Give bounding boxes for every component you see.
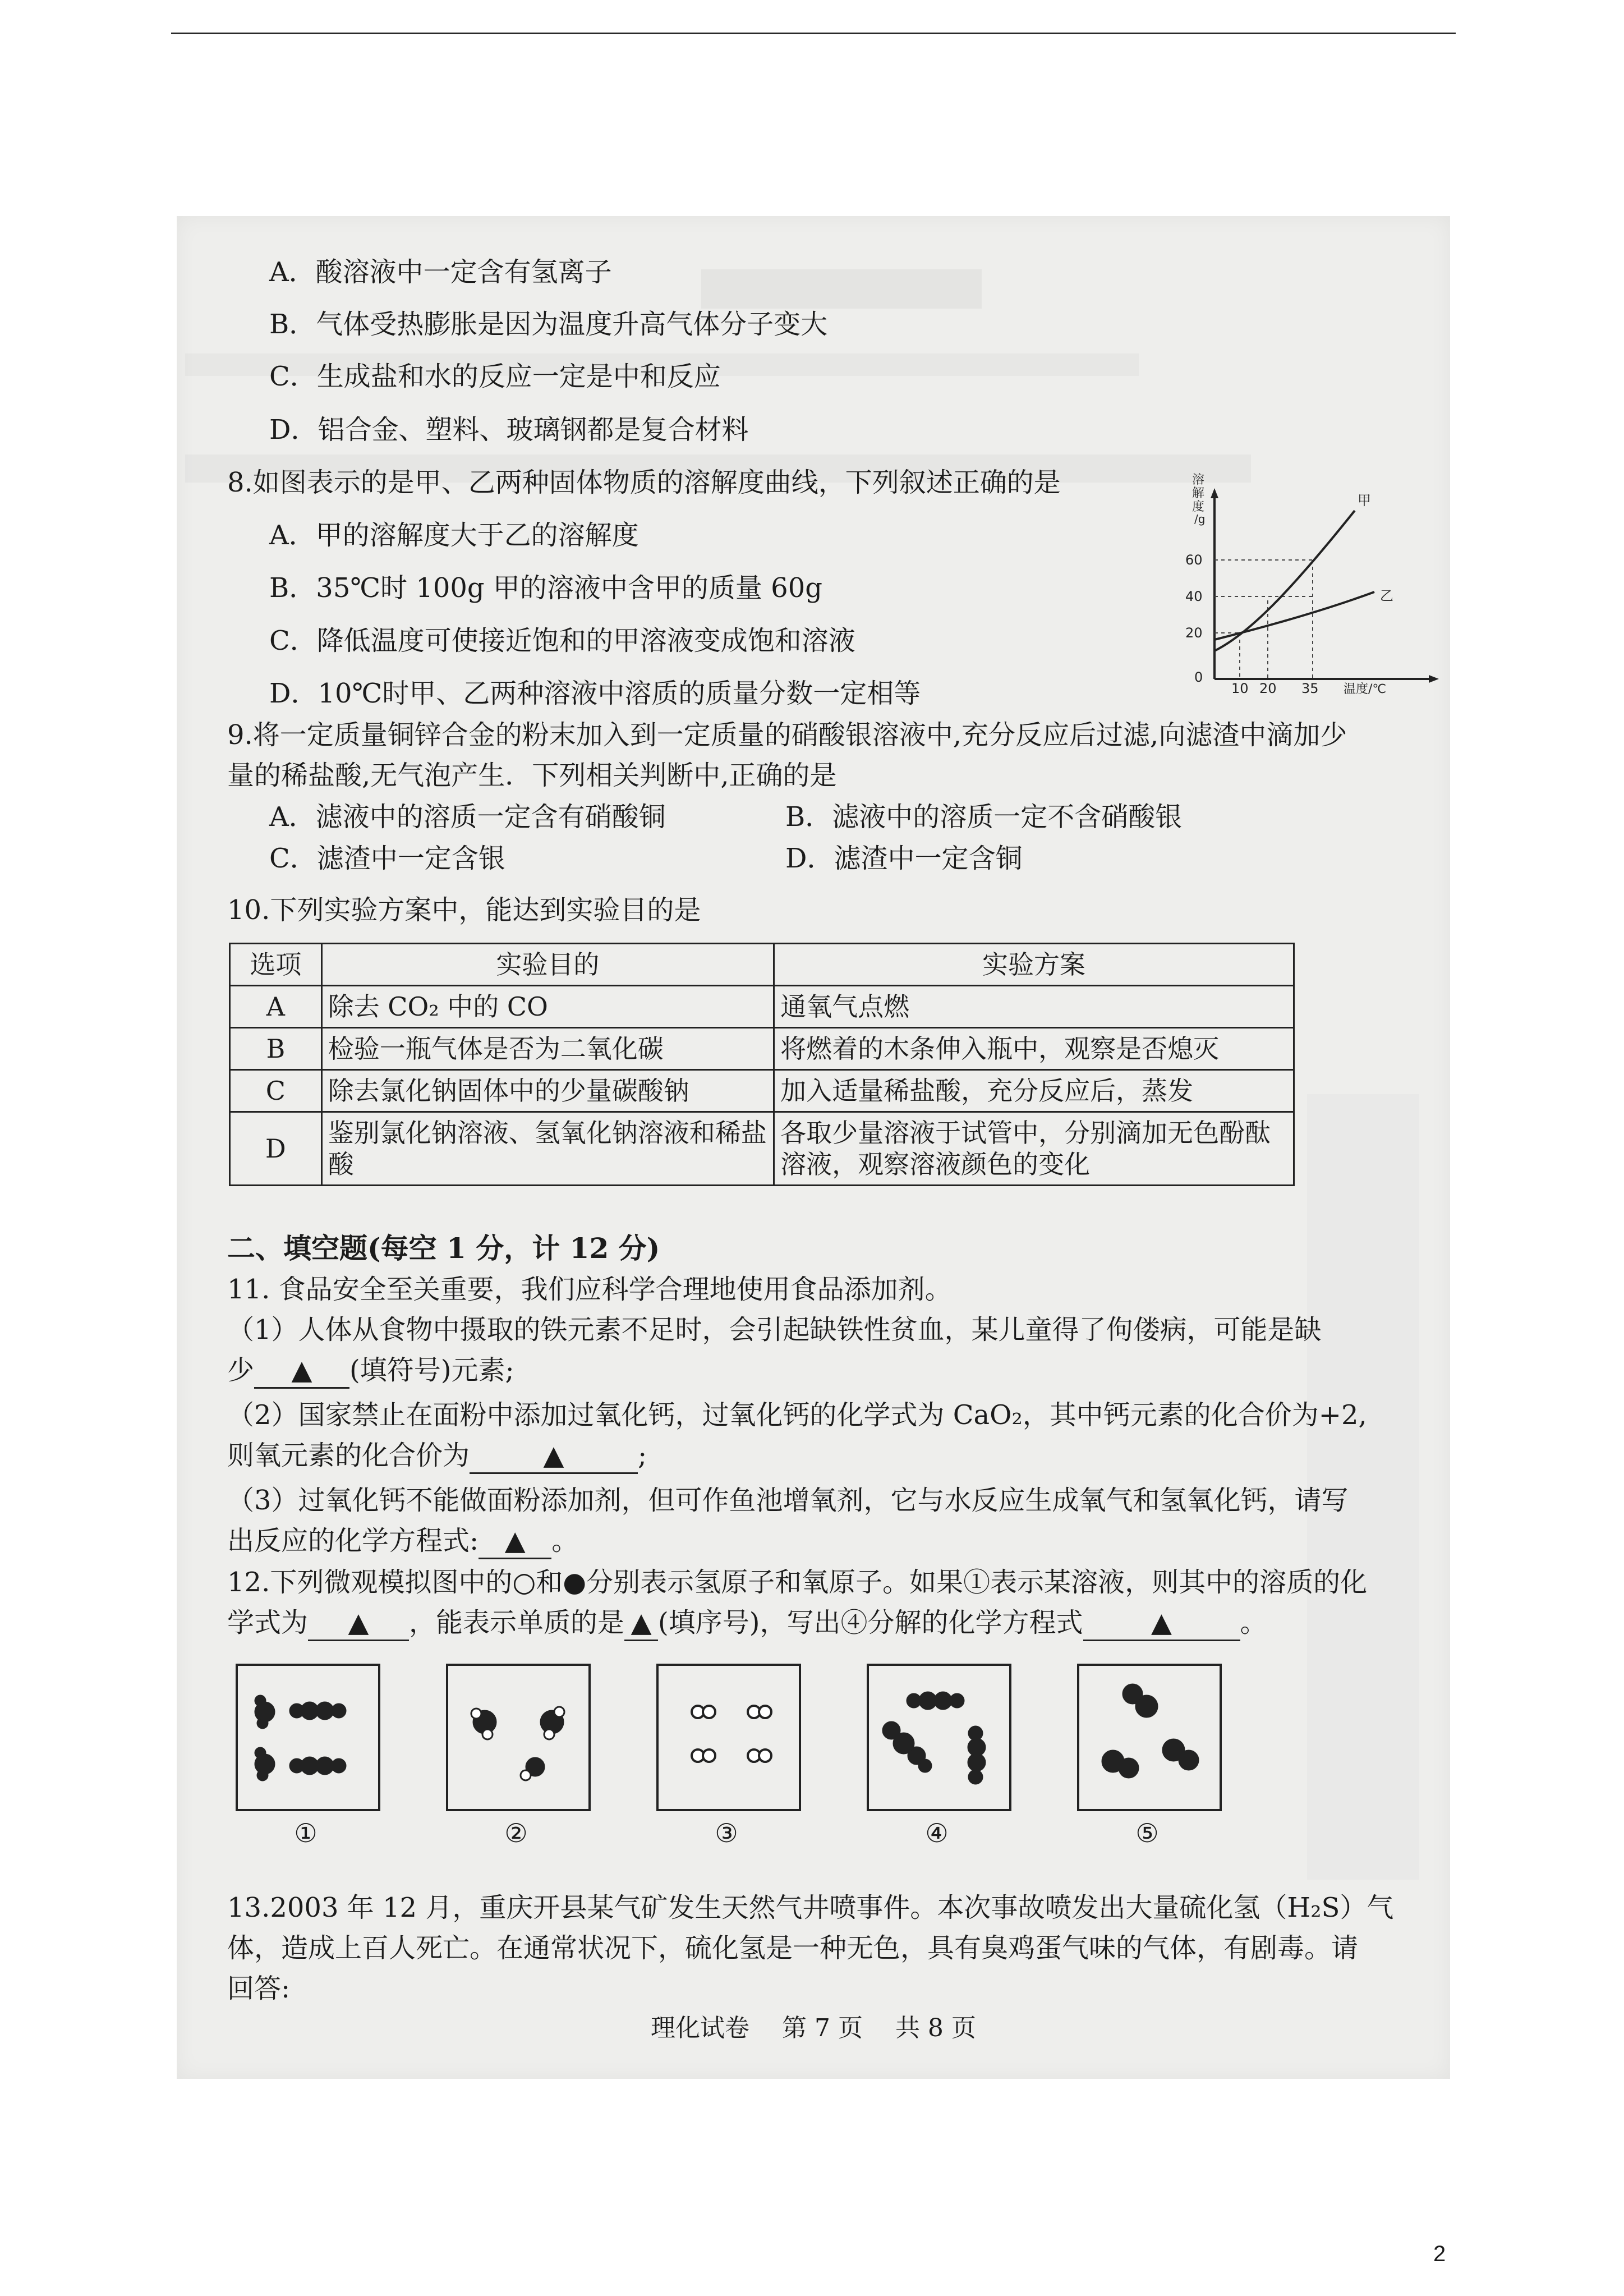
chart-ylabel-4: /g (1194, 512, 1206, 526)
chart-series-jia-label: 甲 (1358, 493, 1371, 508)
table-cell: D (230, 1112, 322, 1186)
q8-option-c: C．降低温度可使接近饱和的甲溶液变成饱和溶液 (269, 625, 855, 656)
answer-blank[interactable] (470, 1439, 638, 1474)
q8-stem: 8.如图表示的是甲、乙两种固体物质的溶解度曲线，下列叙述正确的是 (227, 467, 1061, 498)
particle-diagram-3 (659, 1666, 799, 1809)
blank-triangle: ▲ (631, 1607, 652, 1638)
q11-part1-line2 (227, 1353, 514, 1389)
table-cell: A (230, 986, 322, 1028)
q9-option-a: A．滤液中的溶质一定含有硝酸铜 (269, 801, 666, 833)
answer-blank[interactable] (1083, 1606, 1240, 1641)
table-row (230, 1070, 1294, 1112)
q7-option-c: C．生成盐和水的反应一定是中和反应 (269, 361, 721, 392)
particle-box-1 (236, 1664, 380, 1811)
chart-ytick-60: 60 (1185, 552, 1203, 568)
table-header-row (230, 944, 1294, 986)
q11-part3-post: 。 (551, 1525, 579, 1556)
q12-part3: (填序号)，写出④分解的化学方程式 (658, 1607, 1083, 1638)
particle-diagram-2 (448, 1666, 588, 1809)
chart-x-arrow (1429, 675, 1439, 683)
particle-diagram-1 (238, 1666, 378, 1809)
table-header-purpose: 实验目的 (321, 944, 774, 986)
q11-part2-line1: （2）国家禁止在面粉中添加过氧化钙，过氧化钙的化学式为 CaO₂，其中钙元素的化合价为+2, (227, 1399, 1367, 1431)
page-footer: 理化试卷 第 7 页 共 8 页 (651, 2014, 976, 2042)
q9-option-d: D．滤渣中一定含铜 (785, 843, 1023, 874)
q11-part2-pre: 则氧元素的化合价为 (227, 1440, 470, 1471)
particle-diagram-4 (869, 1666, 1009, 1809)
table-row (230, 1112, 1294, 1186)
page-number: 2 (1433, 2242, 1446, 2266)
chart-ytick-20: 20 (1185, 625, 1203, 641)
q13-line3: 回答: (227, 1973, 291, 2004)
table-cell: C (230, 1070, 322, 1112)
blank-triangle: ▲ (504, 1525, 526, 1556)
particle-label-4: ④ (925, 1818, 949, 1848)
particle-box-4 (867, 1664, 1011, 1811)
answer-blank[interactable] (254, 1353, 349, 1389)
particle-label-2: ② (504, 1818, 528, 1848)
table-cell: 检验一瓶气体是否为二氧化碳 (321, 1028, 774, 1070)
q7-option-d: D．铝合金、塑料、玻璃钢都是复合材料 (269, 414, 749, 446)
chart-curve-jia (1214, 511, 1355, 651)
q12-line2 (227, 1606, 1267, 1641)
q8-option-a: A．甲的溶解度大于乙的溶解度 (269, 520, 639, 551)
particle-diagram-5 (1079, 1666, 1220, 1809)
table-cell: 将燃着的木条伸入瓶中，观察是否熄灭 (774, 1028, 1294, 1070)
q9-stem-line1: 9.将一定质量铜锌合金的粉末加入到一定质量的硝酸银溶液中,充分反应后过滤,向滤渣中滴加少 (227, 719, 1347, 751)
blank-triangle: ▲ (543, 1440, 564, 1471)
q10-stem: 10.下列实验方案中，能达到实验目的是 (227, 894, 701, 926)
chart-ytick-40: 40 (1185, 589, 1203, 604)
chart-series-yi-label: 乙 (1380, 588, 1393, 604)
chart-xtick-35: 35 (1301, 681, 1319, 696)
top-rule (171, 33, 1456, 34)
chart-ylabel-2: 解 (1192, 486, 1205, 500)
q11-part3-line2 (227, 1524, 578, 1559)
chart-xtick-10: 10 (1231, 681, 1249, 696)
q11-part2-post: ; (638, 1440, 647, 1471)
table-cell: 除去氯化钠固体中的少量碳酸钠 (321, 1070, 774, 1112)
q11-stem: 11. 食品安全至关重要，我们应科学合理地使用食品添加剂。 (227, 1274, 952, 1305)
table-row (230, 1028, 1294, 1070)
table-header-plan: 实验方案 (774, 944, 1294, 986)
chart-y-arrow (1211, 488, 1218, 498)
q8-option-b: B．35℃时 100g 甲的溶液中含甲的质量 60g (269, 572, 822, 604)
table-cell: 除去 CO₂ 中的 CO (321, 986, 774, 1028)
q12-line1: 12.下列微观模拟图中的○和●分别表示氢原子和氧原子。如果①表示某溶液，则其中的溶质的化 (227, 1567, 1368, 1598)
bleed-through (701, 269, 982, 309)
table-cell: 通氧气点燃 (774, 986, 1294, 1028)
q11-part3-pre: 出反应的化学方程式: (227, 1525, 479, 1556)
q7-option-b: B．气体受热膨胀是因为温度升高气体分子变大 (269, 309, 828, 340)
answer-blank[interactable] (479, 1524, 551, 1559)
q8-option-d: D．10℃时甲、乙两种溶液中溶质的质量分数一定相等 (269, 678, 921, 709)
table-cell: 加入适量稀盐酸，充分反应后，蒸发 (774, 1070, 1294, 1112)
answer-blank[interactable] (624, 1606, 658, 1641)
q7-option-a: A．酸溶液中一定含有氢离子 (269, 256, 612, 288)
q11-part1-line1: （1）人体从食物中摄取的铁元素不足时，会引起缺铁性贫血，某儿童得了佝偻病，可能是缺 (227, 1314, 1322, 1346)
chart-xlabel: 温度/℃ (1344, 682, 1387, 696)
particle-label-1: ① (294, 1818, 318, 1848)
q13-line1: 13.2003 年 12 月，重庆开县某气矿发生天然气井喷事件。本次事故喷发出大量硫化氢（H₂S）气 (227, 1892, 1394, 1923)
blank-triangle: ▲ (291, 1354, 312, 1386)
blank-triangle: ▲ (348, 1607, 369, 1638)
q13-line2: 体，造成上百人死亡。在通常状况下，硫化氢是一种无色，具有臭鸡蛋气味的气体，有剧毒。请 (227, 1932, 1359, 1964)
q12-part4: 。 (1240, 1607, 1267, 1638)
particle-box-5 (1077, 1664, 1222, 1811)
table-cell: 鉴别氯化钠溶液、氢氧化钠溶液和稀盐酸 (321, 1112, 774, 1186)
q9-option-b: B．滤液中的溶质一定不含硝酸银 (785, 801, 1183, 833)
blank-triangle: ▲ (1151, 1607, 1172, 1638)
q12-part1: 学式为 (227, 1607, 309, 1638)
q11-part1-pre: 少 (227, 1354, 255, 1386)
chart-ylabel-3: 度 (1192, 500, 1205, 514)
q11-part3-line1: （3）过氧化钙不能做面粉添加剂，但可作鱼池增氧剂，它与水反应生成氧气和氢氧化钙，请写 (227, 1485, 1349, 1516)
q12-part2: ，能表示单质的是 (409, 1607, 625, 1638)
answer-blank[interactable] (308, 1606, 409, 1641)
solubility-chart (1175, 471, 1444, 707)
particle-label-5: ⑤ (1135, 1818, 1159, 1848)
chart-origin: 0 (1194, 669, 1203, 685)
particle-box-3 (656, 1664, 801, 1811)
particle-box-2 (446, 1664, 591, 1811)
particle-label-3: ③ (715, 1818, 738, 1848)
section2-title: 二、填空题(每空 1 分，计 12 分) (227, 1232, 660, 1265)
chart-xtick-20: 20 (1259, 681, 1277, 696)
table-row (230, 986, 1294, 1028)
chart-curve-yi (1214, 592, 1374, 640)
q9-stem-line2: 量的稀盐酸,无气泡产生．下列相关判断中,正确的是 (227, 760, 837, 791)
table-cell: 各取少量溶液于试管中，分别滴加无色酚酞溶液，观察溶液颜色的变化 (774, 1112, 1294, 1186)
q11-part1-post: (填符号)元素; (349, 1354, 514, 1386)
q9-option-c: C．滤渣中一定含银 (269, 843, 505, 874)
table-cell: B (230, 1028, 322, 1070)
chart-ylabel-1: 溶 (1192, 473, 1205, 487)
q11-part2-line2 (227, 1439, 647, 1474)
table-header-option: 选项 (230, 944, 322, 986)
q10-table (229, 943, 1295, 1186)
